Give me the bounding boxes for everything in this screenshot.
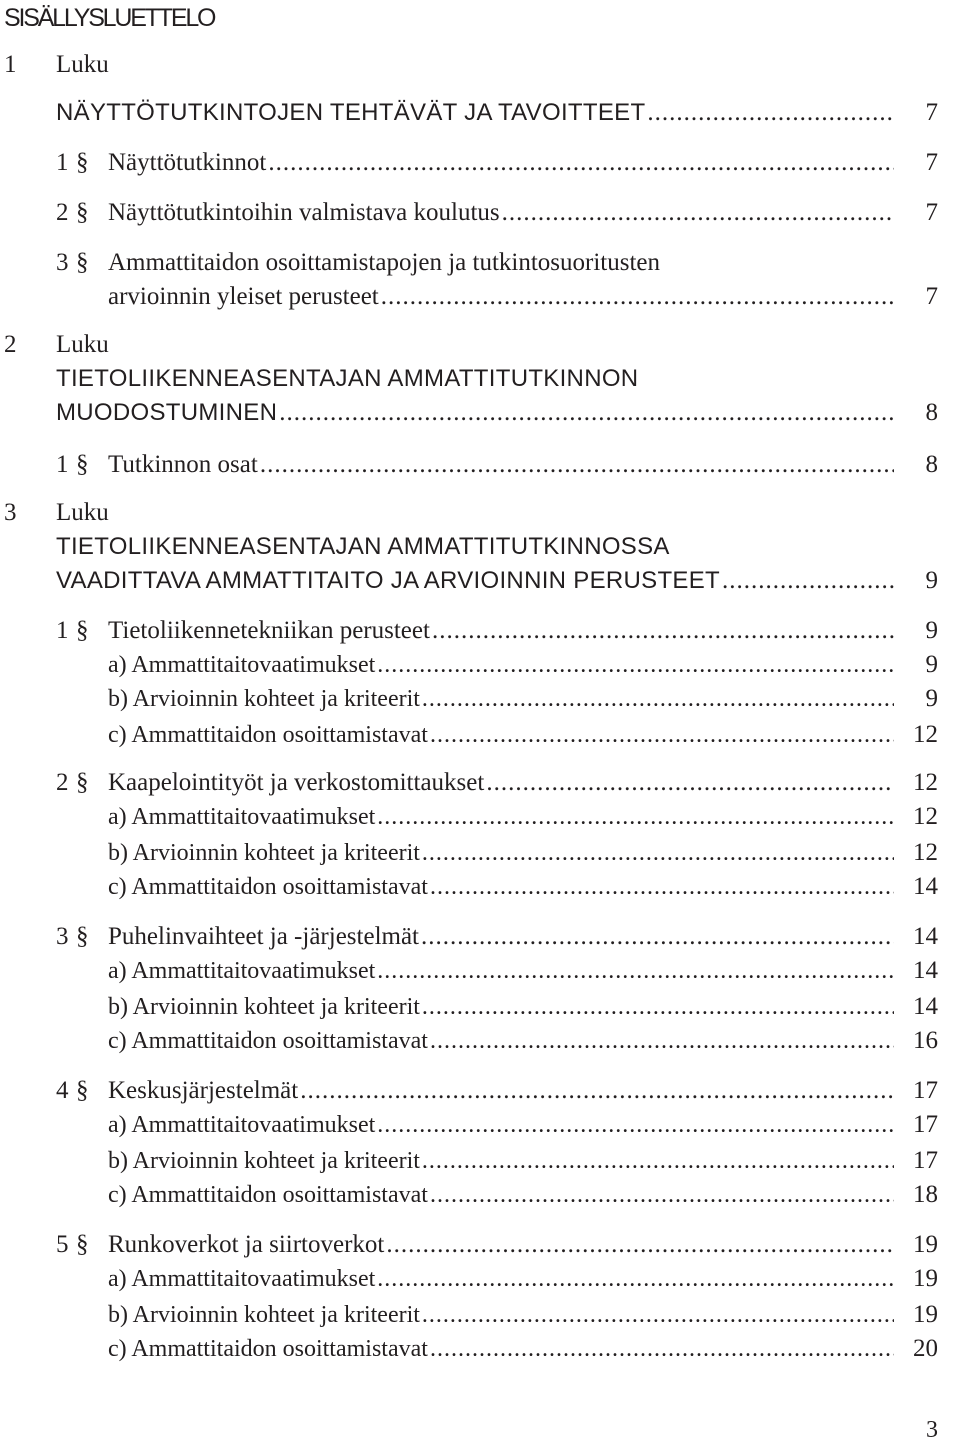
chapter-heading-cont: VAADITTAVA AMMATTITAITO JA ARVIOINNIN PERUSTEET [56, 567, 720, 594]
page-ref: 8 [925, 451, 938, 478]
toc-entry-item[interactable] [108, 1180, 900, 1210]
section-title: Näyttötutkintoihin valmistava koulutus [108, 199, 500, 226]
item-title: b) Arvioinnin kohteet ja kriteerit [108, 840, 420, 866]
page-ref: 17 [913, 1077, 938, 1104]
item-title: a) Ammattitaitovaatimukset [108, 1112, 376, 1138]
page-title: SISÄLLYSLUETTELO [4, 4, 215, 32]
dot-leader [300, 1076, 894, 1106]
page-ref: 12 [913, 839, 938, 866]
section-title: Tietoliikennetekniikan perusteet [108, 617, 430, 644]
page-ref: 8 [925, 399, 938, 426]
section-number: 4 [56, 1077, 69, 1104]
toc-entry-item[interactable] [108, 1146, 900, 1176]
dot-leader [422, 684, 894, 714]
chapter-label: Luku [56, 51, 109, 78]
toc-entry-item[interactable] [108, 1334, 900, 1364]
toc-entry-item[interactable] [108, 1300, 900, 1330]
section-sign-icon: § [76, 451, 89, 478]
dot-leader [279, 398, 894, 428]
section-number: 3 [56, 249, 69, 276]
toc-entry-section[interactable] [108, 1230, 900, 1260]
dot-leader [386, 1230, 894, 1260]
dot-leader [486, 768, 894, 798]
toc-entry-section[interactable] [108, 616, 900, 646]
dot-leader [377, 650, 894, 680]
chapter-number: 1 [4, 51, 17, 78]
page-ref: 12 [913, 769, 938, 796]
page-ref: 19 [913, 1265, 938, 1292]
dot-leader [268, 148, 894, 178]
toc-entry-item[interactable] [108, 838, 900, 868]
section-title: Ammattitaidon osoittamistapojen ja tutkintosuoritusten [108, 249, 661, 276]
toc-entry-section[interactable] [108, 282, 900, 312]
section-sign-icon: § [76, 923, 89, 950]
page-ref: 17 [913, 1111, 938, 1138]
page-ref: 7 [925, 199, 938, 226]
chapter-label: Luku [56, 331, 109, 358]
toc-entry-section[interactable] [108, 198, 900, 228]
toc-entry-section[interactable] [108, 148, 900, 178]
item-title: c) Ammattitaidon osoittamistavat [108, 874, 428, 900]
toc-entry-item[interactable] [108, 956, 900, 986]
page-number: 3 [926, 1417, 938, 1443]
dot-leader [722, 566, 894, 596]
section-number: 1 [56, 149, 69, 176]
item-title: c) Ammattitaidon osoittamistavat [108, 1182, 428, 1208]
page-ref: 18 [913, 1181, 938, 1208]
item-title: b) Arvioinnin kohteet ja kriteerit [108, 686, 420, 712]
section-title: Puhelinvaihteet ja -järjestelmät [108, 923, 419, 950]
chapter-heading: TIETOLIIKENNEASENTAJAN AMMATTITUTKINNON [56, 365, 639, 392]
chapter-number: 3 [4, 499, 17, 526]
section-number: 2 [56, 199, 69, 226]
toc-entry-item[interactable] [108, 992, 900, 1022]
section-sign-icon: § [76, 617, 89, 644]
toc-entry-section[interactable] [108, 1076, 900, 1106]
page-ref: 7 [925, 283, 938, 310]
chapter-number: 2 [4, 331, 17, 358]
page-ref: 14 [913, 993, 938, 1020]
toc-entry-item[interactable] [108, 684, 900, 714]
toc-entry-item[interactable] [108, 872, 900, 902]
page-ref: 9 [925, 617, 938, 644]
dot-leader [422, 992, 894, 1022]
item-title: a) Ammattitaitovaatimukset [108, 1266, 376, 1292]
dot-leader [377, 956, 894, 986]
page-ref: 9 [925, 567, 938, 594]
toc-entry-item[interactable] [108, 802, 900, 832]
dot-leader [377, 802, 894, 832]
page-ref: 14 [913, 873, 938, 900]
item-title: c) Ammattitaidon osoittamistavat [108, 1028, 428, 1054]
chapter-heading-cont: MUODOSTUMINEN [56, 399, 278, 426]
toc-entry-item[interactable] [108, 1110, 900, 1140]
dot-leader [430, 1334, 894, 1364]
section-sign-icon: § [76, 1231, 89, 1258]
section-sign-icon: § [76, 249, 89, 276]
page-ref: 19 [913, 1231, 938, 1258]
section-sign-icon: § [76, 769, 89, 796]
toc-entry-item[interactable] [108, 1264, 900, 1294]
section-title: Runkoverkot ja siirtoverkot [108, 1231, 385, 1258]
section-title: Kaapelointityöt ja verkostomittaukset [108, 769, 485, 796]
page-ref: 19 [913, 1301, 938, 1328]
section-title-cont: arvioinnin yleiset perusteet [108, 283, 379, 310]
dot-leader [430, 872, 894, 902]
section-number: 1 [56, 451, 69, 478]
item-title: c) Ammattitaidon osoittamistavat [108, 722, 428, 748]
toc-entry-chapter-2[interactable] [56, 398, 900, 428]
section-number: 1 [56, 617, 69, 644]
page-ref: 12 [913, 721, 938, 748]
toc-entry-item[interactable] [108, 720, 900, 750]
item-title: a) Ammattitaitovaatimukset [108, 804, 376, 830]
dot-leader [421, 922, 894, 952]
chapter-heading: TIETOLIIKENNEASENTAJAN AMMATTITUTKINNOSSA [56, 533, 670, 560]
dot-leader [381, 282, 894, 312]
item-title: b) Arvioinnin kohteet ja kriteerit [108, 994, 420, 1020]
section-number: 2 [56, 769, 69, 796]
page-ref: 14 [913, 957, 938, 984]
chapter-label: Luku [56, 499, 109, 526]
dot-leader [502, 198, 894, 228]
toc-entry-section[interactable] [108, 768, 900, 798]
page-ref: 12 [913, 803, 938, 830]
page-ref: 9 [925, 651, 938, 678]
toc-entry-item[interactable] [108, 650, 900, 680]
page-ref: 7 [925, 99, 938, 126]
dot-leader [422, 838, 894, 868]
page-ref: 9 [925, 685, 938, 712]
page-ref: 20 [913, 1335, 938, 1362]
item-title: b) Arvioinnin kohteet ja kriteerit [108, 1302, 420, 1328]
page-ref: 17 [913, 1147, 938, 1174]
dot-leader [432, 616, 894, 646]
item-title: b) Arvioinnin kohteet ja kriteerit [108, 1148, 420, 1174]
page-ref: 16 [913, 1027, 938, 1054]
section-title: Näyttötutkinnot [108, 149, 267, 176]
toc-entry-chapter-1[interactable] [56, 98, 900, 128]
dot-leader [430, 1026, 894, 1056]
page-ref: 7 [925, 149, 938, 176]
dot-leader [260, 450, 894, 480]
item-title: c) Ammattitaidon osoittamistavat [108, 1336, 428, 1362]
dot-leader [430, 720, 894, 750]
page-ref: 14 [913, 923, 938, 950]
dot-leader [377, 1264, 894, 1294]
section-number: 5 [56, 1231, 69, 1258]
toc-entry-section[interactable] [108, 922, 900, 952]
chapter-heading: NÄYTTÖTUTKINTOJEN TEHTÄVÄT JA TAVOITTEET [56, 99, 646, 126]
item-title: a) Ammattitaitovaatimukset [108, 958, 376, 984]
dot-leader [430, 1180, 894, 1210]
item-title: a) Ammattitaitovaatimukset [108, 652, 376, 678]
toc-entry-chapter-3[interactable] [56, 566, 900, 596]
toc-entry-item[interactable] [108, 1026, 900, 1056]
section-title: Keskusjärjestelmät [108, 1077, 299, 1104]
dot-leader [422, 1146, 894, 1176]
dot-leader [422, 1300, 894, 1330]
section-sign-icon: § [76, 149, 89, 176]
toc-entry-section[interactable] [108, 450, 900, 480]
section-sign-icon: § [76, 1077, 89, 1104]
section-title: Tutkinnon osat [108, 451, 258, 478]
section-number: 3 [56, 923, 69, 950]
section-sign-icon: § [76, 199, 89, 226]
dot-leader [377, 1110, 894, 1140]
dot-leader [647, 98, 894, 128]
